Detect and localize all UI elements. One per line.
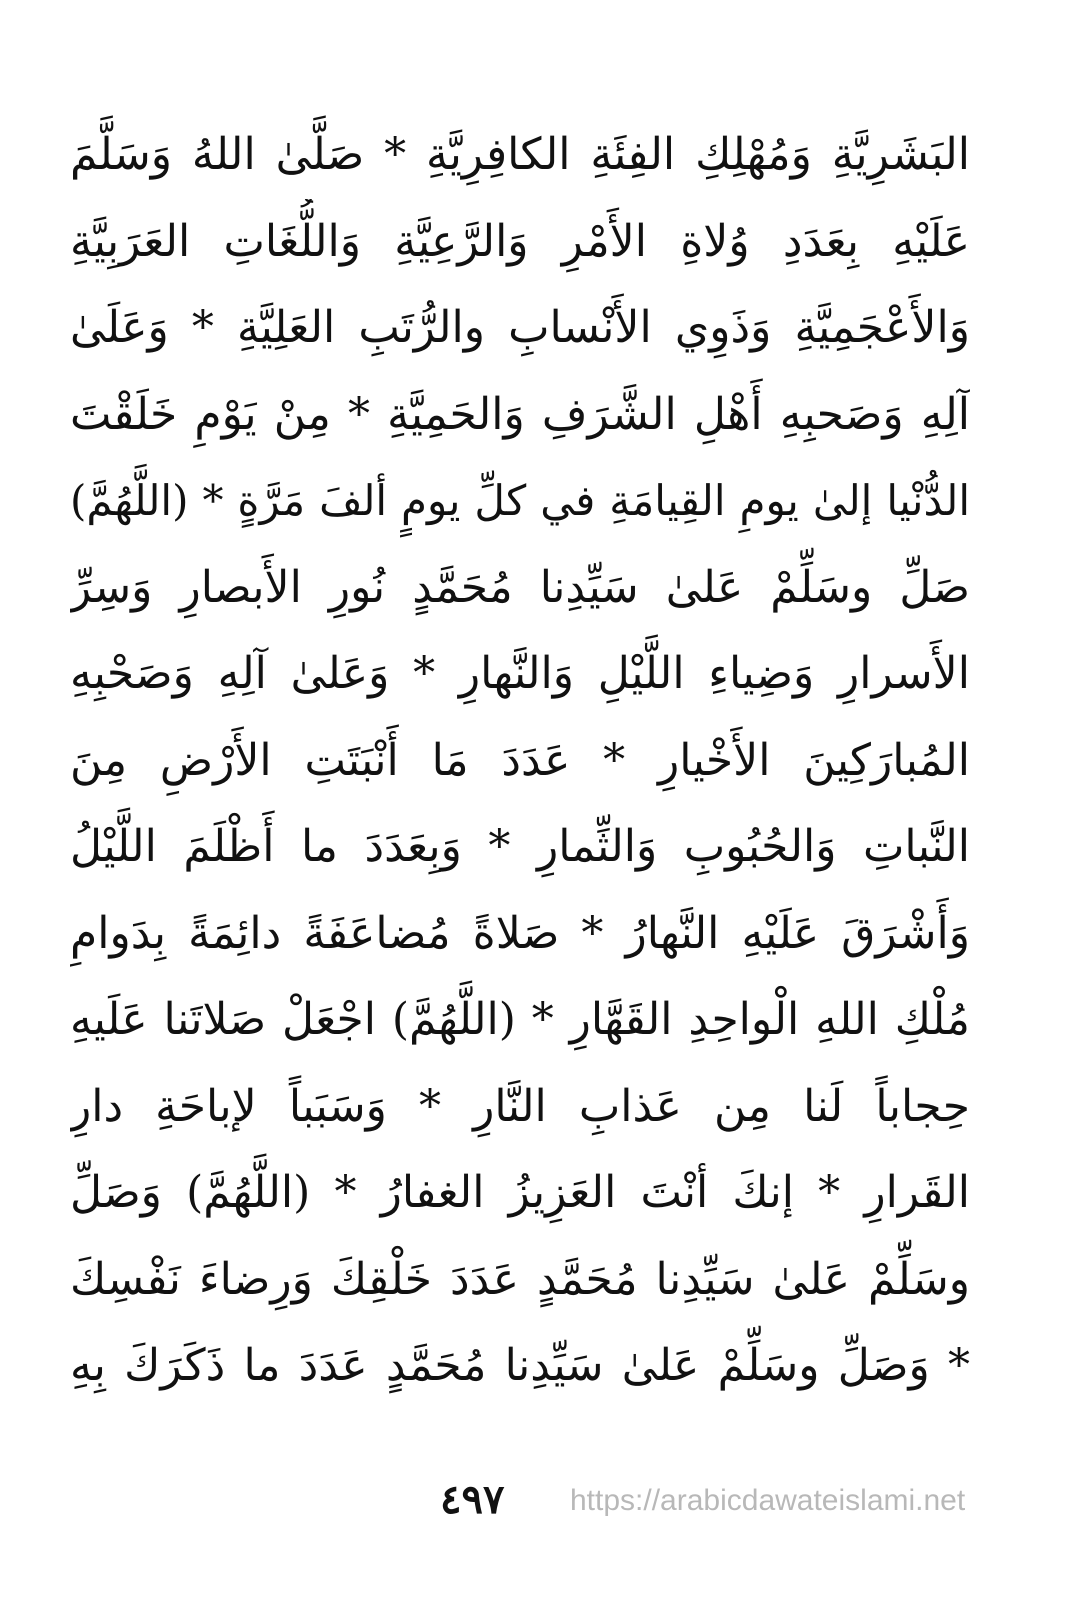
text-line-6: صَلِّ وسَلِّمْ عَلىٰ سَيِّدِنا مُحَمَّدٍ نُورِ الأَبصارِ وَسِرِّ <box>70 561 970 613</box>
text-line-14: وسَلِّمْ عَلىٰ سَيِّدِنا مُحَمَّدٍ عَدَدَ خَلْقِكَ وَرِضاءَ نَفْسِكَ <box>70 1253 970 1305</box>
text-line-5: الدُّنْيا إلىٰ يومِ القِيامَةِ في كلِّ يومٍ ألفَ مَرَّةٍ * (اللَّهُمَّ) <box>70 476 970 525</box>
text-line-11: مُلْكِ اللهِ الْواحِدِ القَهَّارِ * (اللَّهُمَّ) اجْعَلْ صَلاتَنا عَلَيهِ <box>70 994 970 1045</box>
arabic-text-block <box>70 112 970 1410</box>
text-line-13: القَرارِ * إنكَ أنْتَ العَزِيزُ الغفارُ * (اللَّهُمَّ) وَصَلِّ <box>70 1167 970 1218</box>
page-number: ٤٩٧ <box>440 1476 505 1523</box>
text-line-1: البَشَرِيَّةِ وَمُهْلِكِ الفِئَةِ الكافِرِيَّةِ * صَلَّىٰ اللهُ وَسَلَّمَ <box>70 129 970 180</box>
text-line-4: آلِهِ وَصَحبِهِ أَهْلِ الشَّرَفِ وَالحَمِيَّةِ * مِنْ يَوْمِ خَلَقْتَ <box>70 388 970 440</box>
text-line-9: النَّباتِ وَالحُبُوبِ وَالثِّمارِ * وَبِعَدَدَ ما أَظْلَمَ اللَّيْلُ <box>70 821 970 872</box>
page-footer <box>0 1470 1074 1550</box>
text-line-3: وَالأَعْجَمِيَّةِ وَذَوِي الأَنْسابِ والرُّتَبِ العَلِيَّةِ * وَعَلَىٰ <box>70 302 970 353</box>
text-line-2: عَلَيْهِ بِعَدَدِ وُلاةِ الأَمْرِ وَالرَّعِيَّةِ وَاللُّغَاتِ العَرَبِيَّةِ <box>70 215 970 267</box>
text-line-15: * وَصَلِّ وسَلِّمْ عَلىٰ سَيِّدِنا مُحَمَّدٍ عَدَدَ ما ذَكَرَكَ بِهِ <box>70 1340 970 1391</box>
website-watermark: https://arabicdawateislami.net <box>570 1484 966 1517</box>
text-line-12: حِجاباً لَنا مِن عَذابِ النَّارِ * وَسَبَباً لإباحَةِ دارِ <box>70 1080 970 1132</box>
text-line-7: الأَسرارِ وَضِياءِ اللَّيْلِ وَالنَّهارِ * وَعَلىٰ آلِهِ وَصَحْبِهِ <box>70 648 970 699</box>
text-line-10: وَأَشْرَقَ عَلَيْهِ النَّهارُ * صَلاةً مُضاعَفَةً دائِمَةً بِدَوامِ <box>70 907 970 959</box>
text-line-8: المُبارَكِينَ الأَخْيارِ * عَدَدَ مَا أَنْبَتَتِ الأَرْضِ مِنَ <box>70 734 970 786</box>
